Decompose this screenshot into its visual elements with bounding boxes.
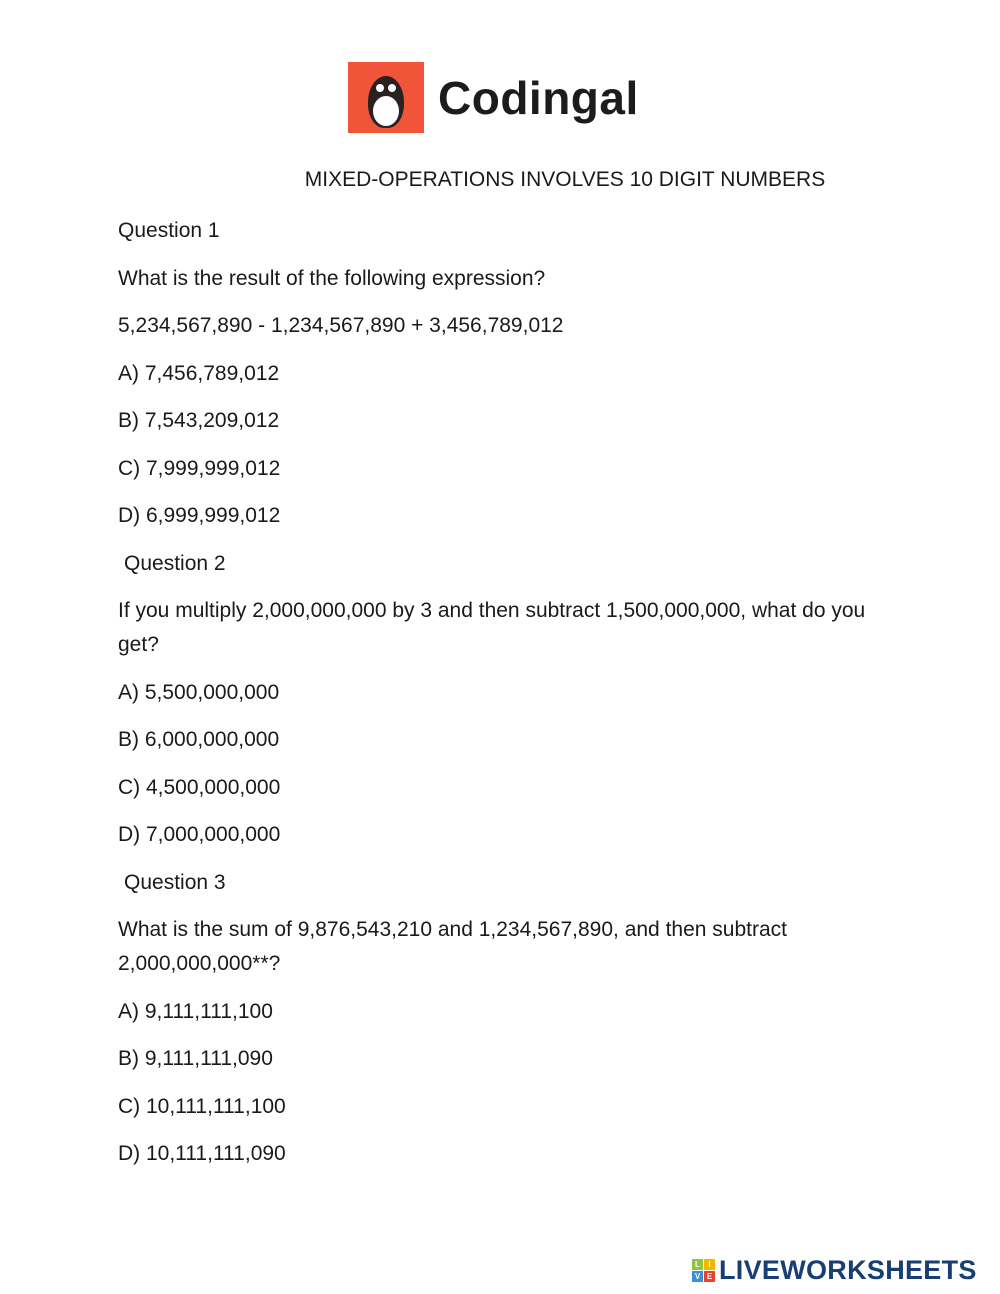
logo-text: Codingal — [438, 71, 639, 124]
option: C) 7,999,999,012 — [118, 456, 281, 480]
option: C) 4,500,000,000 — [118, 775, 281, 799]
question-expression: 5,234,567,890 - 1,234,567,890 + 3,456,789,012 — [118, 314, 564, 337]
question-heading: Question 2 — [124, 551, 226, 575]
penguin-icon — [348, 62, 424, 133]
option: A) 7,456,789,012 — [118, 361, 280, 385]
worksheet-content — [118, 214, 893, 1185]
liveworksheets-logo — [692, 1255, 977, 1286]
option: B) 6,000,000,000 — [118, 728, 280, 751]
question-prompt: What is the sum of 9,876,543,210 and 1,234,567,890, and then subtract 2,000,000,000**? — [118, 918, 787, 975]
worksheet-title: MIXED-OPERATIONS INVOLVES 10 DIGIT NUMBERS — [304, 168, 826, 191]
option: D) 6,999,999,012 — [118, 504, 281, 527]
badge-letter: E — [704, 1271, 715, 1282]
option: A) 9,111,111,100 — [118, 999, 273, 1023]
option: D) 7,000,000,000 — [118, 823, 281, 846]
option: B) 7,543,209,012 — [118, 409, 280, 432]
option: B) 9,111,111,090 — [118, 1047, 273, 1070]
option: D) 10,111,111,090 — [118, 1142, 286, 1165]
question-heading: Question 3 — [124, 870, 226, 894]
question-prompt: If you multiply 2,000,000,000 by 3 and then subtract 1,500,000,000, what do you get? — [118, 599, 866, 656]
question-heading: Question 1 — [118, 219, 220, 242]
question-prompt: What is the result of the following expression? — [118, 266, 546, 290]
liveworksheets-text: LIVEWORKSHEETS — [719, 1255, 977, 1285]
option: A) 5,500,000,000 — [118, 680, 280, 704]
option: C) 10,111,111,100 — [118, 1094, 286, 1118]
live-badge-icon — [692, 1259, 715, 1282]
codingal-logo — [348, 62, 639, 133]
badge-letter: V — [692, 1271, 703, 1282]
badge-letter: I — [704, 1259, 715, 1270]
badge-letter: L — [692, 1259, 703, 1270]
